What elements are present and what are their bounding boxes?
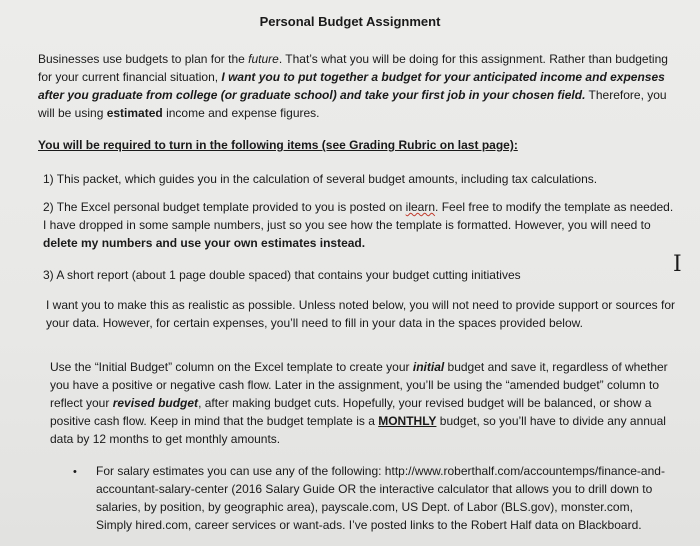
p3-initial: initial xyxy=(412,360,445,374)
intro-text-c: Therefore, you will be using xyxy=(38,88,667,120)
p3-text-d: budget, so you’ll have to divide any annual data by 12 months to get monthly amounts. xyxy=(50,414,666,446)
p3-monthly: MONTHLY xyxy=(378,414,437,428)
p3-text-c: , after making budget cuts. Hopefully, your revised budget will be balanced, or show a positive cash flow. Keep in mind that the budget template is a xyxy=(50,396,652,428)
item-2 xyxy=(43,198,675,252)
item-2-text-b: . Feel free to modify the template as needed. I have dropped in some sample numbers, just so you see how the template is formatted. However, you will need to xyxy=(43,200,674,232)
item-1: 1) This packet, which guides you in the calculation of several budget amounts, including tax calculations. xyxy=(43,172,598,186)
realism-paragraph: I want you to make this as realistic as possible. Unless noted below, you will not need to provide support or sources for your data. However, for certain expenses, you’ll need to fill in your data in the spaces provided below. xyxy=(46,298,675,330)
intro-paragraph xyxy=(38,50,678,122)
p3-text-b: budget and save it, regardless of whether you have a positive or negative cash flow. Later in the assignment, you’ll be using the “amended budget” column to reflect your xyxy=(50,360,668,410)
text-cursor-icon: I xyxy=(673,252,682,277)
bullet-dot-icon: • xyxy=(73,466,77,478)
item-2-ilearn: ilearn xyxy=(405,200,436,214)
intro-text-b: . That’s what you will be doing for this assignment. Rather than budgeting for your current financial situation, xyxy=(38,52,668,84)
page-title: Personal Budget Assignment xyxy=(259,14,441,29)
salary-bullet: For salary estimates you can use any of the following: http://www.roberthalf.com/accountemps/finance-and-accountant-salary-center (2016 Salary Guide OR the interactive calculator that allows you to drill down to salaries, by position, by geographic area), payscale.com, US Dept. of Labor (BLS.gov), monster.com, Simply hired.com, career services or want-ads. I’ve posted links to the Robert Half data on Blackboard. xyxy=(96,464,665,532)
p3-revised: revised budget xyxy=(112,396,199,410)
p3-text-a: Use the “Initial Budget” column on the Excel template to create your xyxy=(50,360,413,374)
intro-emphasis: I want you to put together a budget for your anticipated income and expenses after you graduate from college (or graduate school) and take your first job in your chosen field. xyxy=(38,70,665,102)
item-2-text-a: 2) The Excel personal budget template provided to you is posted on xyxy=(43,200,406,214)
intro-estimated: estimated xyxy=(106,106,163,120)
required-heading: You will be required to turn in the following items (see Grading Rubric on last page): xyxy=(38,138,518,152)
item-3: 3) A short report (about 1 page double spaced) that contains your budget cutting initiatives xyxy=(43,268,521,282)
intro-future: future xyxy=(248,52,279,66)
intro-text-d: income and expense figures. xyxy=(162,106,320,120)
item-2-bold: delete my numbers and use your own estimates instead. xyxy=(43,236,366,250)
initial-budget-paragraph xyxy=(50,358,680,448)
intro-text-a: Businesses use budgets to plan for the xyxy=(38,52,249,66)
